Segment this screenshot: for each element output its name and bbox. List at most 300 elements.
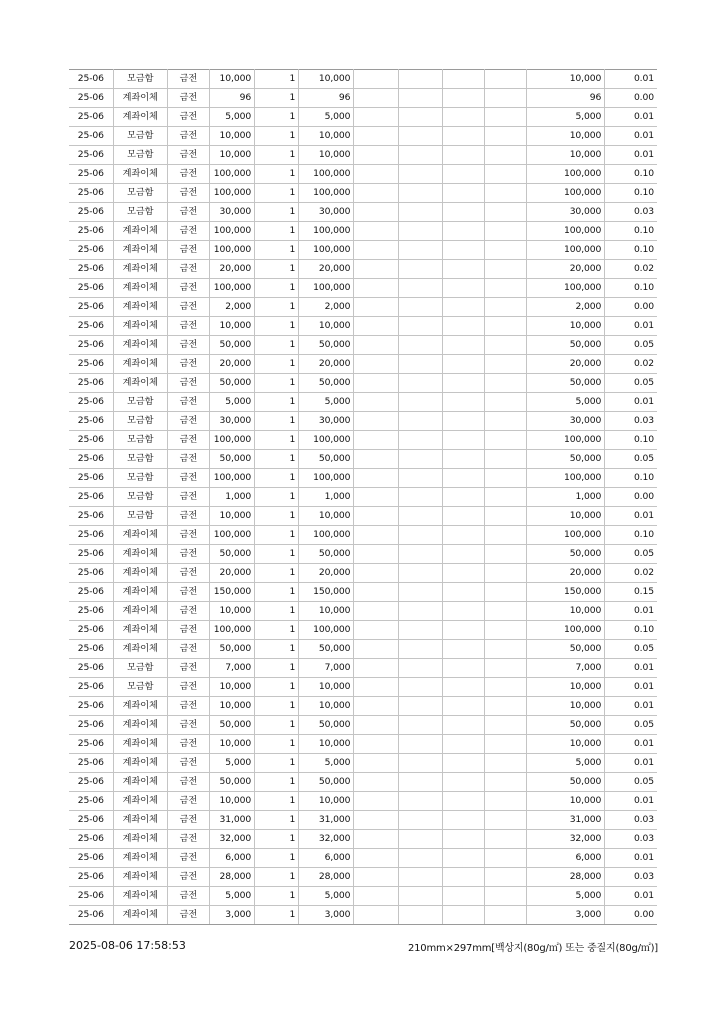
cell-amount: 20,000 — [209, 564, 254, 583]
table-row — [69, 583, 657, 602]
cell-quantity: 1 — [255, 146, 299, 165]
cell-empty — [354, 621, 398, 640]
cell-empty — [354, 89, 398, 108]
cell-quantity: 1 — [255, 374, 299, 393]
cell-empty — [398, 697, 442, 716]
cell-ratio: 0.01 — [605, 887, 657, 906]
cell-empty — [398, 184, 442, 203]
cell-ratio: 0.01 — [605, 393, 657, 412]
cell-month: 25-06 — [69, 564, 113, 583]
cell-amount: 150,000 — [209, 583, 254, 602]
cell-method: 모금함 — [113, 488, 167, 507]
cell-quantity: 1 — [255, 127, 299, 146]
cell-type: 금전 — [167, 393, 209, 412]
cell-final-amount: 10,000 — [526, 127, 604, 146]
cell-empty — [484, 127, 526, 146]
cell-ratio: 0.03 — [605, 412, 657, 431]
cell-total: 100,000 — [299, 279, 354, 298]
cell-amount: 2,000 — [209, 298, 254, 317]
cell-empty — [398, 203, 442, 222]
cell-empty — [484, 678, 526, 697]
cell-month: 25-06 — [69, 526, 113, 545]
cell-type: 금전 — [167, 260, 209, 279]
cell-method: 모금함 — [113, 450, 167, 469]
cell-amount: 1,000 — [209, 488, 254, 507]
cell-empty — [442, 754, 484, 773]
cell-ratio: 0.01 — [605, 792, 657, 811]
table-row — [69, 906, 657, 925]
cell-empty — [354, 564, 398, 583]
cell-type: 금전 — [167, 849, 209, 868]
cell-ratio: 0.05 — [605, 545, 657, 564]
cell-quantity: 1 — [255, 754, 299, 773]
cell-empty — [484, 279, 526, 298]
cell-empty — [442, 488, 484, 507]
cell-empty — [354, 773, 398, 792]
cell-final-amount: 100,000 — [526, 279, 604, 298]
cell-quantity: 1 — [255, 89, 299, 108]
cell-ratio: 0.05 — [605, 374, 657, 393]
cell-month: 25-06 — [69, 450, 113, 469]
table-row — [69, 811, 657, 830]
cell-amount: 10,000 — [209, 697, 254, 716]
cell-empty — [398, 526, 442, 545]
cell-final-amount: 5,000 — [526, 108, 604, 127]
cell-ratio: 0.10 — [605, 469, 657, 488]
cell-type: 금전 — [167, 184, 209, 203]
cell-month: 25-06 — [69, 906, 113, 925]
cell-quantity: 1 — [255, 678, 299, 697]
cell-final-amount: 100,000 — [526, 431, 604, 450]
cell-method: 계좌이체 — [113, 716, 167, 735]
cell-empty — [442, 583, 484, 602]
cell-empty — [354, 184, 398, 203]
cell-method: 계좌이체 — [113, 336, 167, 355]
cell-empty — [484, 526, 526, 545]
cell-total: 100,000 — [299, 526, 354, 545]
cell-total: 50,000 — [299, 716, 354, 735]
cell-ratio: 0.01 — [605, 108, 657, 127]
cell-empty — [398, 678, 442, 697]
cell-method: 계좌이체 — [113, 868, 167, 887]
cell-method: 계좌이체 — [113, 165, 167, 184]
cell-method: 계좌이체 — [113, 811, 167, 830]
cell-type: 금전 — [167, 89, 209, 108]
table-row — [69, 602, 657, 621]
cell-empty — [442, 849, 484, 868]
cell-quantity: 1 — [255, 393, 299, 412]
cell-final-amount: 28,000 — [526, 868, 604, 887]
cell-total: 100,000 — [299, 222, 354, 241]
cell-empty — [398, 868, 442, 887]
cell-method: 계좌이체 — [113, 792, 167, 811]
cell-empty — [484, 317, 526, 336]
cell-empty — [484, 488, 526, 507]
cell-empty — [398, 640, 442, 659]
cell-final-amount: 100,000 — [526, 222, 604, 241]
cell-amount: 10,000 — [209, 127, 254, 146]
cell-empty — [398, 564, 442, 583]
cell-empty — [442, 165, 484, 184]
cell-total: 10,000 — [299, 792, 354, 811]
table-row — [69, 393, 657, 412]
table-row — [69, 507, 657, 526]
cell-total: 7,000 — [299, 659, 354, 678]
cell-empty — [484, 640, 526, 659]
cell-empty — [354, 127, 398, 146]
cell-empty — [442, 735, 484, 754]
cell-method: 계좌이체 — [113, 906, 167, 925]
cell-total: 30,000 — [299, 203, 354, 222]
cell-amount: 50,000 — [209, 773, 254, 792]
cell-final-amount: 32,000 — [526, 830, 604, 849]
cell-total: 10,000 — [299, 70, 354, 89]
cell-month: 25-06 — [69, 811, 113, 830]
cell-type: 금전 — [167, 336, 209, 355]
table-row — [69, 792, 657, 811]
cell-quantity: 1 — [255, 621, 299, 640]
cell-empty — [442, 146, 484, 165]
cell-amount: 10,000 — [209, 70, 254, 89]
cell-empty — [484, 431, 526, 450]
table-row — [69, 412, 657, 431]
cell-type: 금전 — [167, 811, 209, 830]
cell-month: 25-06 — [69, 545, 113, 564]
cell-empty — [398, 773, 442, 792]
cell-type: 금전 — [167, 355, 209, 374]
cell-method: 계좌이체 — [113, 754, 167, 773]
cell-quantity: 1 — [255, 792, 299, 811]
cell-empty — [442, 678, 484, 697]
cell-empty — [398, 241, 442, 260]
cell-quantity: 1 — [255, 659, 299, 678]
cell-ratio: 0.10 — [605, 241, 657, 260]
cell-total: 10,000 — [299, 317, 354, 336]
cell-quantity: 1 — [255, 412, 299, 431]
cell-month: 25-06 — [69, 507, 113, 526]
cell-empty — [484, 564, 526, 583]
cell-quantity: 1 — [255, 184, 299, 203]
cell-quantity: 1 — [255, 640, 299, 659]
cell-quantity: 1 — [255, 868, 299, 887]
cell-empty — [484, 716, 526, 735]
cell-method: 계좌이체 — [113, 355, 167, 374]
cell-method: 모금함 — [113, 412, 167, 431]
cell-empty — [484, 374, 526, 393]
cell-total: 96 — [299, 89, 354, 108]
cell-empty — [484, 412, 526, 431]
cell-empty — [442, 393, 484, 412]
table-row — [69, 279, 657, 298]
cell-amount: 96 — [209, 89, 254, 108]
cell-ratio: 0.01 — [605, 602, 657, 621]
cell-empty — [398, 450, 442, 469]
cell-amount: 32,000 — [209, 830, 254, 849]
cell-type: 금전 — [167, 602, 209, 621]
cell-total: 20,000 — [299, 355, 354, 374]
cell-method: 계좌이체 — [113, 526, 167, 545]
cell-final-amount: 100,000 — [526, 469, 604, 488]
table-row — [69, 849, 657, 868]
cell-empty — [398, 887, 442, 906]
cell-empty — [442, 355, 484, 374]
cell-amount: 50,000 — [209, 716, 254, 735]
cell-type: 금전 — [167, 431, 209, 450]
cell-total: 20,000 — [299, 564, 354, 583]
cell-method: 계좌이체 — [113, 583, 167, 602]
table-row — [69, 127, 657, 146]
paper-spec: 210mm×297mm[백상지(80g/㎡) 또는 중질지(80g/㎡)] — [407, 943, 658, 954]
cell-type: 금전 — [167, 754, 209, 773]
cell-empty — [354, 70, 398, 89]
cell-month: 25-06 — [69, 298, 113, 317]
cell-total: 10,000 — [299, 678, 354, 697]
cell-quantity: 1 — [255, 298, 299, 317]
cell-empty — [398, 165, 442, 184]
cell-amount: 5,000 — [209, 108, 254, 127]
cell-final-amount: 100,000 — [526, 526, 604, 545]
cell-empty — [484, 811, 526, 830]
cell-empty — [398, 393, 442, 412]
cell-type: 금전 — [167, 697, 209, 716]
cell-month: 25-06 — [69, 773, 113, 792]
cell-type: 금전 — [167, 146, 209, 165]
cell-empty — [442, 640, 484, 659]
cell-empty — [354, 849, 398, 868]
cell-final-amount: 3,000 — [526, 906, 604, 925]
cell-amount: 50,000 — [209, 374, 254, 393]
table-row — [69, 89, 657, 108]
cell-ratio: 0.01 — [605, 659, 657, 678]
cell-empty — [442, 222, 484, 241]
cell-empty — [354, 298, 398, 317]
cell-final-amount: 5,000 — [526, 393, 604, 412]
cell-amount: 10,000 — [209, 735, 254, 754]
cell-empty — [398, 488, 442, 507]
cell-empty — [398, 336, 442, 355]
cell-amount: 50,000 — [209, 640, 254, 659]
cell-type: 금전 — [167, 659, 209, 678]
table-row — [69, 697, 657, 716]
cell-final-amount: 50,000 — [526, 716, 604, 735]
cell-amount: 100,000 — [209, 526, 254, 545]
cell-empty — [354, 222, 398, 241]
cell-type: 금전 — [167, 716, 209, 735]
cell-month: 25-06 — [69, 412, 113, 431]
cell-empty — [398, 602, 442, 621]
cell-total: 10,000 — [299, 602, 354, 621]
cell-final-amount: 1,000 — [526, 488, 604, 507]
cell-empty — [354, 887, 398, 906]
cell-total: 5,000 — [299, 887, 354, 906]
cell-empty — [398, 260, 442, 279]
cell-method: 계좌이체 — [113, 108, 167, 127]
table-row — [69, 431, 657, 450]
cell-total: 28,000 — [299, 868, 354, 887]
cell-final-amount: 30,000 — [526, 203, 604, 222]
cell-empty — [398, 583, 442, 602]
table-row — [69, 165, 657, 184]
cell-final-amount: 50,000 — [526, 374, 604, 393]
cell-empty — [354, 469, 398, 488]
cell-type: 금전 — [167, 450, 209, 469]
cell-ratio: 0.15 — [605, 583, 657, 602]
cell-amount: 10,000 — [209, 317, 254, 336]
cell-final-amount: 20,000 — [526, 260, 604, 279]
table-row — [69, 298, 657, 317]
table-row — [69, 355, 657, 374]
cell-amount: 7,000 — [209, 659, 254, 678]
table-row — [69, 146, 657, 165]
cell-method: 모금함 — [113, 678, 167, 697]
cell-month: 25-06 — [69, 317, 113, 336]
cell-total: 100,000 — [299, 431, 354, 450]
cell-quantity: 1 — [255, 526, 299, 545]
cell-empty — [354, 754, 398, 773]
cell-amount: 10,000 — [209, 602, 254, 621]
cell-empty — [484, 146, 526, 165]
cell-month: 25-06 — [69, 355, 113, 374]
cell-empty — [484, 260, 526, 279]
cell-type: 금전 — [167, 374, 209, 393]
cell-type: 금전 — [167, 830, 209, 849]
cell-method: 계좌이체 — [113, 298, 167, 317]
cell-type: 금전 — [167, 108, 209, 127]
table-row — [69, 868, 657, 887]
cell-final-amount: 10,000 — [526, 602, 604, 621]
cell-amount: 30,000 — [209, 203, 254, 222]
cell-month: 25-06 — [69, 336, 113, 355]
cell-ratio: 0.05 — [605, 716, 657, 735]
cell-amount: 10,000 — [209, 678, 254, 697]
table-row — [69, 659, 657, 678]
cell-empty — [484, 469, 526, 488]
cell-empty — [398, 317, 442, 336]
table-row — [69, 469, 657, 488]
cell-type: 금전 — [167, 640, 209, 659]
cell-empty — [354, 412, 398, 431]
cell-empty — [442, 412, 484, 431]
table-row — [69, 70, 657, 89]
table-row — [69, 678, 657, 697]
cell-amount: 100,000 — [209, 222, 254, 241]
cell-final-amount: 10,000 — [526, 146, 604, 165]
table-row — [69, 374, 657, 393]
cell-empty — [398, 545, 442, 564]
cell-month: 25-06 — [69, 108, 113, 127]
cell-month: 25-06 — [69, 602, 113, 621]
table-row — [69, 640, 657, 659]
cell-quantity: 1 — [255, 431, 299, 450]
cell-amount: 100,000 — [209, 241, 254, 260]
cell-empty — [442, 469, 484, 488]
table-row — [69, 184, 657, 203]
cell-empty — [442, 431, 484, 450]
cell-type: 금전 — [167, 887, 209, 906]
cell-empty — [442, 336, 484, 355]
cell-quantity: 1 — [255, 545, 299, 564]
table-row — [69, 450, 657, 469]
cell-type: 금전 — [167, 678, 209, 697]
cell-total: 100,000 — [299, 241, 354, 260]
cell-ratio: 0.01 — [605, 507, 657, 526]
cell-month: 25-06 — [69, 716, 113, 735]
table-row — [69, 241, 657, 260]
cell-empty — [398, 89, 442, 108]
cell-empty — [442, 697, 484, 716]
cell-empty — [484, 108, 526, 127]
table-row — [69, 830, 657, 849]
table-row — [69, 336, 657, 355]
cell-month: 25-06 — [69, 184, 113, 203]
cell-empty — [442, 773, 484, 792]
cell-type: 금전 — [167, 906, 209, 925]
cell-final-amount: 50,000 — [526, 336, 604, 355]
cell-type: 금전 — [167, 70, 209, 89]
cell-ratio: 0.01 — [605, 849, 657, 868]
cell-empty — [354, 716, 398, 735]
cell-total: 100,000 — [299, 165, 354, 184]
cell-quantity: 1 — [255, 70, 299, 89]
cell-amount: 50,000 — [209, 336, 254, 355]
cell-empty — [354, 526, 398, 545]
cell-empty — [442, 374, 484, 393]
cell-method: 모금함 — [113, 507, 167, 526]
cell-type: 금전 — [167, 545, 209, 564]
cell-total: 32,000 — [299, 830, 354, 849]
cell-final-amount: 10,000 — [526, 678, 604, 697]
cell-amount: 20,000 — [209, 260, 254, 279]
cell-month: 25-06 — [69, 241, 113, 260]
cell-empty — [354, 906, 398, 925]
cell-quantity: 1 — [255, 336, 299, 355]
cell-empty — [354, 146, 398, 165]
cell-month: 25-06 — [69, 70, 113, 89]
cell-ratio: 0.03 — [605, 203, 657, 222]
cell-final-amount: 10,000 — [526, 70, 604, 89]
cell-empty — [398, 70, 442, 89]
cell-amount: 5,000 — [209, 393, 254, 412]
cell-amount: 5,000 — [209, 887, 254, 906]
cell-method: 계좌이체 — [113, 260, 167, 279]
cell-total: 100,000 — [299, 621, 354, 640]
cell-total: 3,000 — [299, 906, 354, 925]
cell-quantity: 1 — [255, 811, 299, 830]
cell-type: 금전 — [167, 279, 209, 298]
cell-month: 25-06 — [69, 393, 113, 412]
cell-method: 계좌이체 — [113, 830, 167, 849]
cell-final-amount: 100,000 — [526, 621, 604, 640]
cell-empty — [442, 279, 484, 298]
cell-ratio: 0.05 — [605, 336, 657, 355]
cell-total: 30,000 — [299, 412, 354, 431]
cell-empty — [398, 298, 442, 317]
cell-total: 5,000 — [299, 108, 354, 127]
cell-final-amount: 50,000 — [526, 640, 604, 659]
cell-ratio: 0.05 — [605, 450, 657, 469]
cell-empty — [354, 811, 398, 830]
cell-empty — [354, 450, 398, 469]
cell-empty — [398, 716, 442, 735]
cell-quantity: 1 — [255, 355, 299, 374]
cell-ratio: 0.00 — [605, 906, 657, 925]
cell-type: 금전 — [167, 621, 209, 640]
table-row — [69, 526, 657, 545]
cell-empty — [442, 450, 484, 469]
cell-ratio: 0.05 — [605, 773, 657, 792]
cell-empty — [354, 279, 398, 298]
cell-empty — [354, 583, 398, 602]
